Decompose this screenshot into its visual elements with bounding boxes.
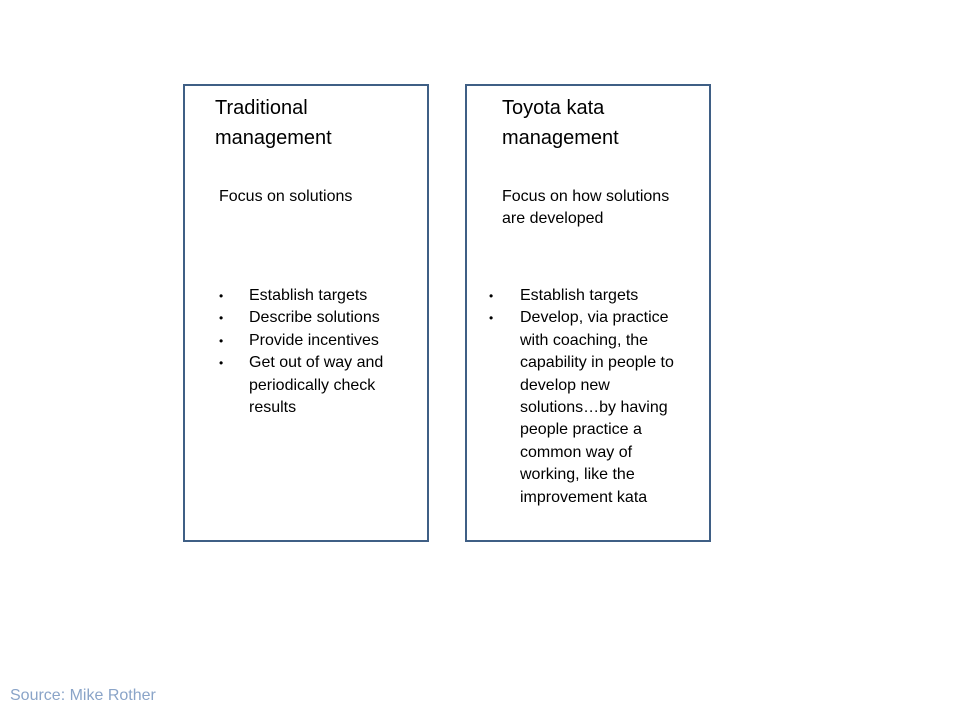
bullet-text: Develop, via practice with coaching, the capability in people to develop new solutions…by having people practice a common way of working, like the improvement kata: [520, 309, 674, 506]
bullet-text: Establish targets: [249, 287, 368, 304]
bullet-icon: •: [219, 333, 224, 348]
list-item: [489, 285, 689, 307]
bullet-text: Provide incentives: [249, 331, 379, 349]
list-item: [219, 330, 409, 352]
list-item: [219, 285, 409, 307]
bullet-text: Establish targets: [520, 287, 639, 304]
bullet-icon: •: [489, 289, 494, 303]
bullet-list: [219, 285, 409, 419]
toyota-kata-management-panel: [465, 84, 711, 542]
panel-focus: Focus on solutions: [219, 188, 353, 205]
bullet-icon: •: [219, 356, 224, 371]
traditional-management-panel: [183, 84, 429, 542]
bullet-text: Get out of way and periodically check results: [249, 354, 384, 417]
panel-title: Traditional management: [215, 97, 332, 149]
bullet-icon: •: [219, 289, 224, 303]
panel-title: Toyota kata management: [502, 97, 619, 149]
bullet-text: Describe solutions: [249, 309, 380, 327]
bullet-icon: •: [489, 311, 494, 326]
panel-focus: Focus on how solutions are developed: [502, 188, 670, 227]
list-item: [219, 307, 409, 329]
bullet-icon: •: [219, 311, 224, 326]
list-item: [489, 307, 689, 509]
source-credit: Source: Mike Rother: [10, 687, 156, 704]
list-item: [219, 352, 409, 419]
bullet-list: [489, 285, 689, 509]
